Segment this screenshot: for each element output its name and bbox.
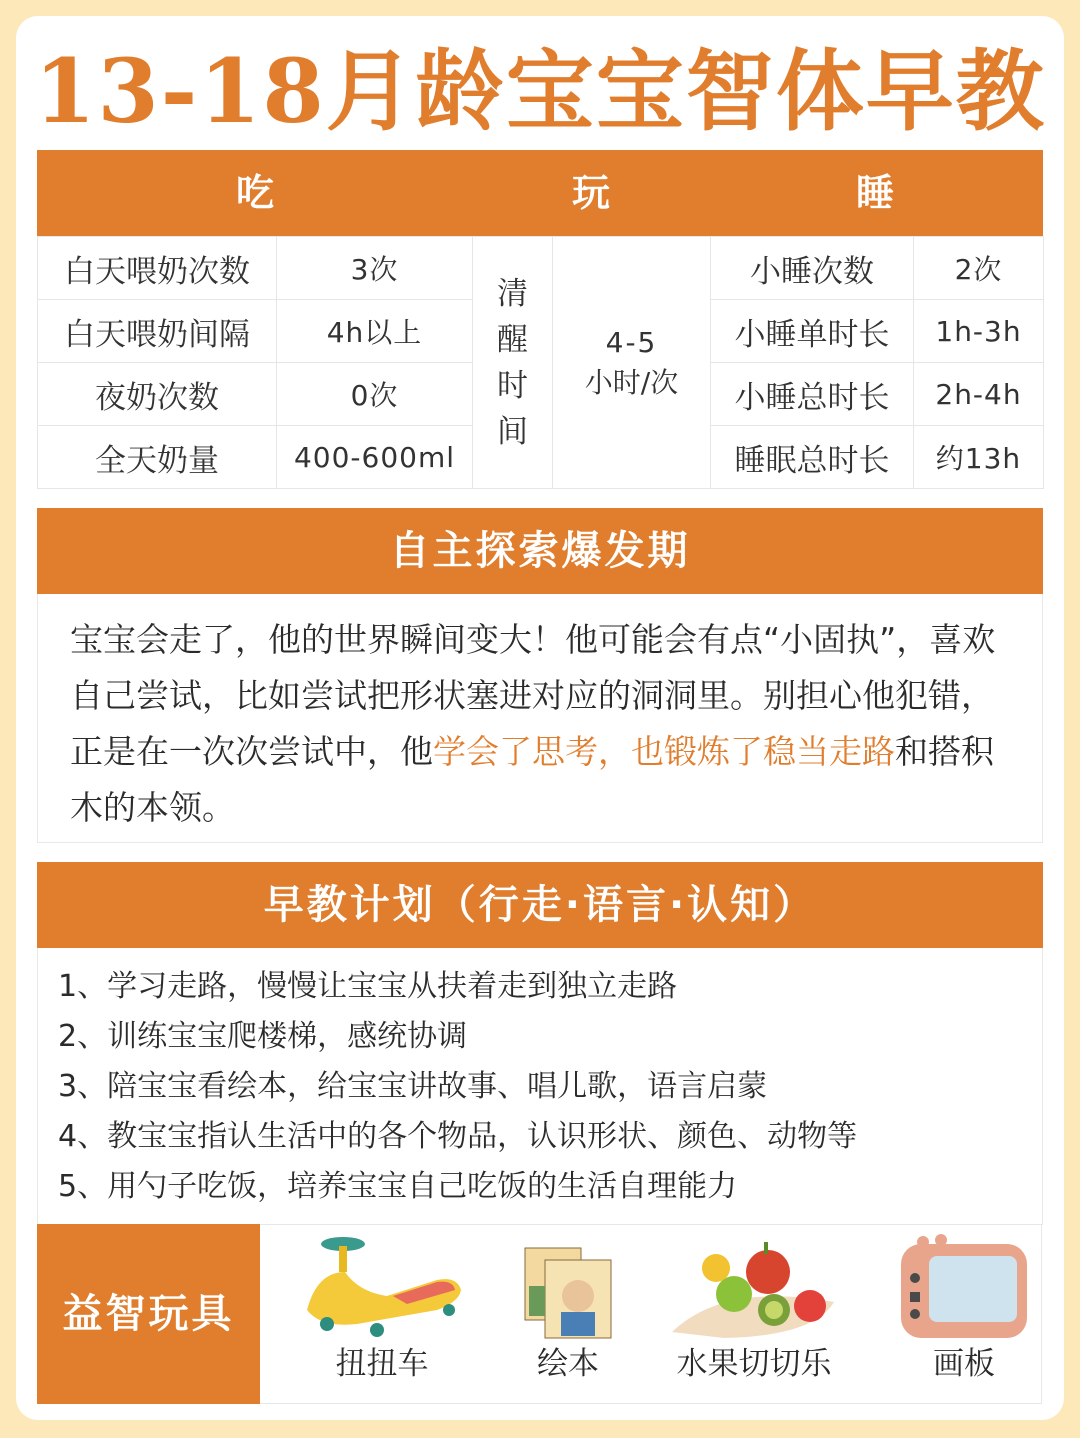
header-sleep: 睡 bbox=[855, 171, 895, 215]
schedule-header bbox=[37, 150, 1043, 236]
fruit-cutting-icon bbox=[664, 1232, 844, 1340]
schedule-table bbox=[37, 236, 1044, 489]
sleep-value: 2h-4h bbox=[914, 363, 1044, 426]
list-item: 3、陪宝宝看绘本，给宝宝讲故事、唱儿歌，语言启蒙 bbox=[58, 1069, 768, 1104]
swing-car-icon bbox=[297, 1232, 467, 1340]
list-item: 4、教宝宝指认生活中的各个物品，认识形状、颜色、动物等 bbox=[58, 1119, 858, 1154]
eat-label: 白天喂奶间隔 bbox=[38, 300, 277, 363]
drawing-board-icon bbox=[879, 1232, 1049, 1340]
picture-book-icon bbox=[483, 1232, 653, 1340]
toy-item bbox=[664, 1232, 844, 1384]
sleep-value: 1h-3h bbox=[914, 300, 1044, 363]
explore-heading: 自主探索爆发期 bbox=[37, 508, 1043, 594]
list-item: 2、训练宝宝爬楼梯，感统协调 bbox=[58, 1019, 468, 1054]
sleep-label: 小睡次数 bbox=[711, 237, 914, 300]
sleep-value: 约13h bbox=[914, 426, 1044, 489]
eat-value: 400-600ml bbox=[277, 426, 473, 489]
sleep-label: 小睡总时长 bbox=[711, 363, 914, 426]
explore-paragraph: 宝宝会走了，他的世界瞬间变大！他可能会有点“小固执”，喜欢自己尝试，比如尝试把形状塞进对应的洞洞里。别担心他犯错，正是在一次次尝试中，他学会了思考，也锻炼了稳当走路和搭积木的本领。 bbox=[70, 620, 996, 827]
plan-list bbox=[58, 962, 1018, 1212]
toy-name: 扭扭车 bbox=[335, 1346, 429, 1382]
toy-name: 水果切切乐 bbox=[676, 1346, 832, 1382]
toy-name: 绘本 bbox=[537, 1346, 599, 1382]
sleep-value: 2次 bbox=[914, 237, 1044, 300]
eat-value: 0次 bbox=[277, 363, 473, 426]
header-eat: 吃 bbox=[235, 171, 275, 215]
eat-label: 全天奶量 bbox=[38, 426, 277, 489]
toy-item bbox=[874, 1232, 1054, 1384]
eat-value: 4h以上 bbox=[277, 300, 473, 363]
highlight-text: 学会了思考，也锻炼了稳当走路 bbox=[433, 732, 895, 771]
table-row bbox=[38, 237, 1044, 300]
plan-heading: 早教计划（行走·语言·认知） bbox=[37, 862, 1043, 948]
sleep-label: 睡眠总时长 bbox=[711, 426, 914, 489]
play-label: 清醒时间 bbox=[473, 237, 553, 489]
toy-item bbox=[478, 1232, 658, 1384]
toy-item bbox=[292, 1232, 472, 1384]
play-value: 4-5 小时/次 bbox=[553, 237, 711, 489]
toys-label: 益智玩具 bbox=[37, 1224, 260, 1404]
list-item: 1、学习走路，慢慢让宝宝从扶着走到独立走路 bbox=[58, 969, 678, 1004]
page-title: 13-18月龄宝宝智体早教 bbox=[34, 39, 1046, 143]
toy-name: 画板 bbox=[933, 1346, 995, 1382]
list-item: 5、用勺子吃饭，培养宝宝自己吃饭的生活自理能力 bbox=[58, 1169, 738, 1204]
eat-label: 夜奶次数 bbox=[38, 363, 277, 426]
eat-label: 白天喂奶次数 bbox=[38, 237, 277, 300]
sleep-label: 小睡单时长 bbox=[711, 300, 914, 363]
eat-value: 3次 bbox=[277, 237, 473, 300]
header-play: 玩 bbox=[571, 171, 611, 215]
